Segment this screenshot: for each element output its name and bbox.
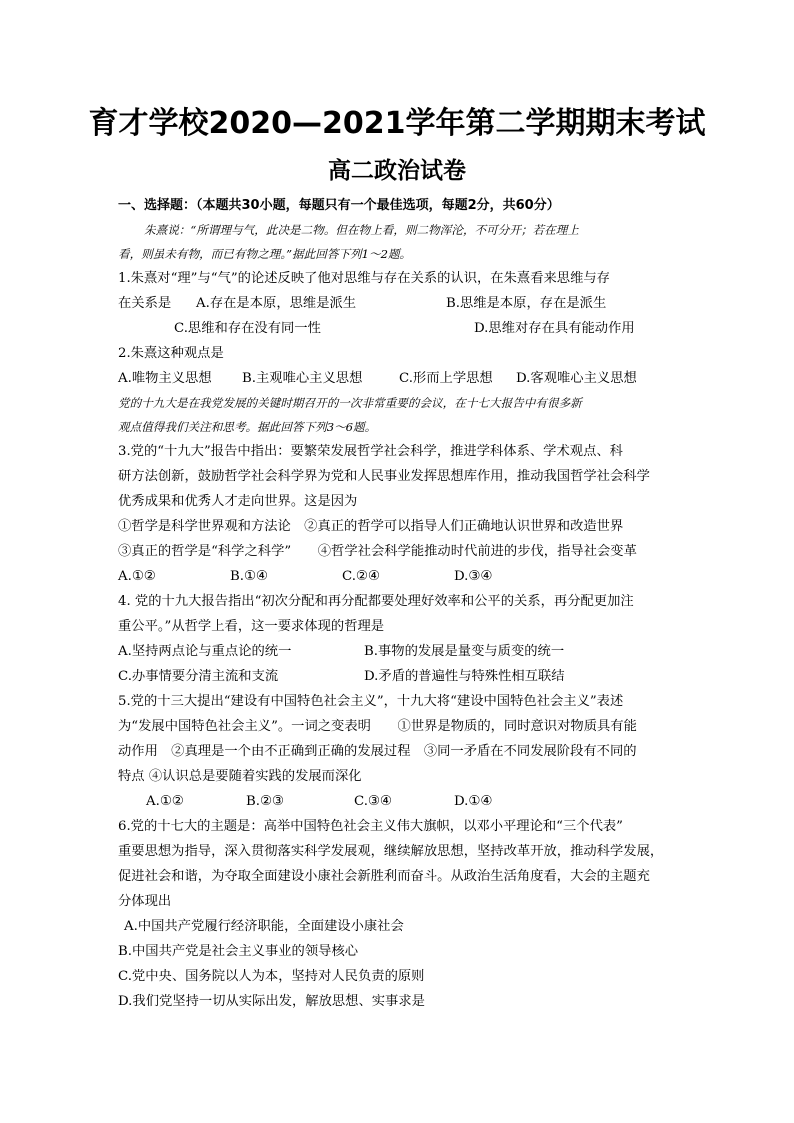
q5-option-a: A.①② [146,794,184,809]
q1-stem-line1: 1.朱熹对“理”与“气”的论述反映了他对思维与存在关系的认识，在朱熹看来思维与存 [118,271,610,286]
q3-option-a: A.①② [118,569,156,584]
q3-stem-line3: 优秀成果和优秀人才走向世界。这是因为 [118,494,358,509]
q1-option-d: D.思维对存在具有能动作用 [474,321,635,336]
q1-option-a: A.存在是本原，思维是派生 [196,296,357,311]
q5-stem-line4: 特点 ④认识总是要随着实践的发展而深化 [118,769,362,784]
q4-options-ab [118,639,678,664]
passage1-line2: 看，则虽未有物，而已有物之理。”据此回答下列1～2题。 [118,247,412,261]
q4-stem-line1: 4. 党的十九大报告指出“初次分配和再分配都要处理好效率和公平的关系，再分配更加注 [118,594,634,609]
q6-stem-line3: 促进社会和谐，为夺取全面建设小康社会新胜利而奋斗。从政治生活角度看，大会的主题充 [118,869,650,884]
q2-option-c: C.形而上学思想 [399,371,493,386]
q2-option-a: A.唯物主义思想 [118,371,212,386]
exam-title: 育才学校2020—2021学年第二学期期末考试 [88,106,706,141]
q5-option-d: D.①④ [454,794,493,809]
q5-options [118,789,678,814]
q2-options [118,366,678,391]
q6-option-d: D.我们党坚持一切从实际出发，解放思想、实事求是 [118,994,425,1009]
q6-option-a: A.中国共产党履行经济职能，全面建设小康社会 [124,919,404,934]
q2-option-b: B.主观唯心主义思想 [242,371,363,386]
question-body [118,193,678,1014]
passage2-line2: 观点值得我们关注和思考。据此回答下列3～6题。 [118,420,377,434]
q1-option-b: B.思维是本原，存在是派生 [446,296,607,311]
section-heading: 一、选择题：（本题共30小题，每题只有一个最佳选项，每题2分，共60分） [118,198,560,213]
q4-option-a: A.坚持两点论与重点论的统一 [118,644,292,659]
q4-option-c: C.办事情要分清主流和支流 [118,669,279,684]
q6-stem-line4: 分体现出 [118,894,172,909]
q1-option-c: C.思维和存在没有同一性 [174,321,321,336]
q1-stem-line2 [118,291,678,316]
q6-stem-line1: 6.党的十七大的主题是：高举中国特色社会主义伟大旗帜，以邓小平理论和“三个代表” [118,819,623,834]
q4-option-b: B.事物的发展是量变与质变的统一 [364,644,565,659]
q5-stem-line1: 5.党的十三大提出“建设有中国特色社会主义”，十九大将“建设中国特色社会主义”表述 [118,694,624,709]
q4-stem-line2: 重公平。”从哲学上看，这一要求体现的哲理是 [118,619,385,634]
q1-options-cd [118,316,678,341]
q2-option-d: D.客观唯心主义思想 [516,371,637,386]
q3-option-c: C.②④ [342,569,380,584]
q3-statement-line1: ①哲学是科学世界观和方法论 ②真正的哲学可以指导人们正确地认识世界和改造世界 [118,519,624,534]
q3-stem-line2: 研方法创新，鼓励哲学社会科学界为党和人民事业发挥思想库作用，推动我国哲学社会科学 [118,469,650,484]
q5-option-b: B.②③ [246,794,284,809]
q3-options [118,564,678,589]
q2-stem: 2.朱熹这种观点是 [118,346,224,361]
q3-statement-line2: ③真正的哲学是“科学之科学” ④哲学社会科学能推动时代前进的步伐，指导社会变革 [118,544,637,559]
q5-option-c: C.③④ [354,794,392,809]
exam-subtitle: 高二政治试卷 [328,157,466,184]
q3-option-d: D.③④ [454,569,493,584]
passage1-line1: 朱熹说：“所谓理与气，此决是二物。但在物上看，则二物浑沦，不可分开；若在理上 [144,223,579,237]
q4-options-cd [118,664,678,689]
q6-option-c: C.党中央、国务院以人为本，坚持对人民负责的原则 [118,969,425,984]
passage2-line1: 党的十九大是在我党发展的关键时期召开的一次非常重要的会议，在十七大报告中有很多新 [118,396,582,410]
q3-stem-line1: 3.党的“十九大”报告中指出：要繁荣发展哲学社会科学，推进学科体系、学术观点、科 [118,444,623,459]
q5-stem-line3: 动作用 ②真理是一个由不正确到正确的发展过程 ③同一矛盾在不同发展阶段有不同的 [118,744,637,759]
q4-option-d: D.矛盾的普遍性与特殊性相互联结 [364,669,565,684]
q3-option-b: B.①④ [230,569,268,584]
q6-option-b: B.中国共产党是社会主义事业的领导核心 [118,944,359,959]
q6-stem-line2: 重要思想为指导，深入贯彻落实科学发展观，继续解放思想，坚持改革开放，推动科学发展， [118,844,664,859]
q5-stem-line2: 为“发展中国特色社会主义”。一词之变表明 ①世界是物质的，同时意识对物质具有能 [118,719,637,734]
q1-stem-prefix: 在关系是 [118,296,172,311]
